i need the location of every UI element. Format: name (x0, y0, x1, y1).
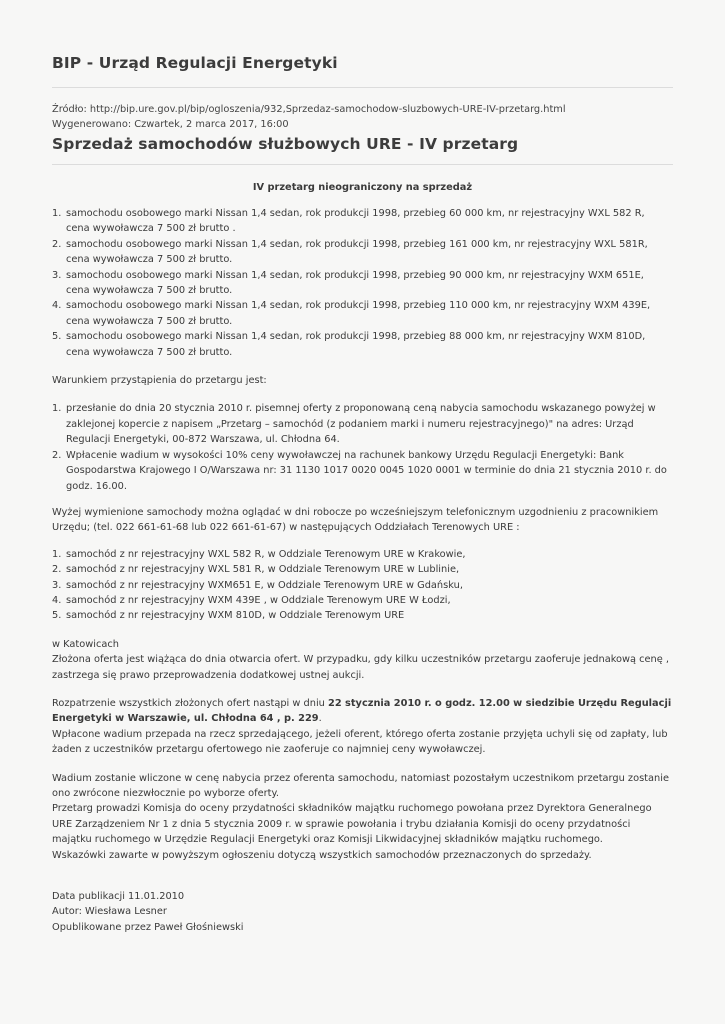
list-item: 3. samochód z nr rejestracyjny WXM651 E, w Oddziale Terenowym URE w Gdańsku, (52, 579, 463, 591)
locations-list (52, 547, 673, 624)
list-item: 5. samochód z nr rejestracyjny WXM 810D, w Oddziale Terenowym URE (52, 610, 405, 622)
conditions-list (52, 401, 673, 493)
publication-footer (52, 889, 673, 935)
guidance-text: Wskazówki zawarte w powyższym ogłoszeniu dotyczą wszystkich samochodów przeznaczonych do sprzedaży. (52, 849, 592, 861)
viewing-paragraph: Wyżej wymienione samochody można oglądać w dni robocze po wcześniejszym telefonicznym uzgodnieniu z pracownikiem Urzędu; (tel. 022 661-61-68 lub 022 661-61-67) w następujących Oddziałach Terenowych URE : (52, 506, 659, 534)
list-item: 2. samochodu osobowego marki Nissan 1,4 sedan, rok produkcji 1998, przebieg 161 000 km, nr rejestracyjny WXL 581R, cena wywoławcza 7 500 zł brutto. (52, 238, 648, 266)
list-item: 2. samochód z nr rejestracyjny WXL 581 R, w Oddziale Terenowym URE w Lublinie, (52, 564, 460, 576)
deposit-block (52, 771, 673, 863)
publication-date: Data publikacji 11.01.2010 (52, 891, 185, 903)
conditions-intro: Warunkiem przystąpienia do przetargu jest: (52, 375, 267, 387)
header-divider (52, 87, 673, 88)
review-block (52, 696, 673, 758)
list-item: 4. samochodu osobowego marki Nissan 1,4 sedan, rok produkcji 1998, przebieg 110 000 km, nr rejestracyjny WXM 439E, cena wywoławcza 7 500 zł brutto. (52, 300, 651, 327)
cars-list (52, 206, 673, 360)
list-item: 1. samochodu osobowego marki Nissan 1,4 sedan, rok produkcji 1998, przebieg 60 000 km, nr rejestracyjny WXL 582 R, cena wywoławcza 7 500 zł brutto . (52, 208, 645, 235)
title-divider (52, 164, 673, 165)
list-item: 1. przesłanie do dnia 20 stycznia 2010 r. pisemnej oferty z proponowaną ceną nabycia samochodu wskazanego powyżej w zaklejonej kopercie z napisem „Przetarg – samochód (z podaniem marki i numeru rejestracyjnego)" na adres: Urząd Regulacji Energetyki, 00-872 Warszawa, ul. Chłodna 64. (52, 403, 656, 446)
list-item: 4. samochód z nr rejestracyjny WXM 439E , w Oddziale Terenowym URE W Łodzi, (52, 594, 451, 606)
binding-offer-text: Złożona oferta jest wiążąca do dnia otwarcia ofert. W przypadku, gdy kilku uczestników przetargu zaoferuje jednakową cenę , zastrzega się prawo przeprowadzenia dodatkowej ustnej aukcji. (52, 654, 670, 681)
deposit-included-text: Wadium zostanie wliczone w cenę nabycia przez oferenta samochodu, natomiast pozostałym uczestnikom przetargu zostanie ono zwrócone niezwłocznie po wyborze oferty. (52, 772, 669, 799)
review-text: Rozpatrzenie wszystkich złożonych ofert nastąpi w dniu 22 stycznia 2010 r. o godz. 12.00 w siedzibie Urzędu Regulacji Energetyki w Warszawie, ul. Chłodna 64 , p. 229. (52, 697, 672, 725)
list-item: 3. samochodu osobowego marki Nissan 1,4 sedan, rok produkcji 1998, przebieg 90 000 km, nr rejestracyjny WXM 651E, cena wywoławcza 7 500 zł brutto. (52, 269, 644, 297)
katowice-line: w Katowicach (52, 638, 119, 650)
published-by: Opublikowane przez Paweł Głośniewski (52, 921, 244, 933)
author: Autor: Wiesława Lesner (52, 906, 167, 918)
review-date-location: 22 stycznia 2010 r. o godz. 12.00 w siedzibie Urzędu Regulacji Energetyki w Warszawie, ul. Chłodna 64 , p. 229 (52, 697, 672, 725)
generated-date: Wygenerowano: Czwartek, 2 marca 2017, 16:00 (52, 119, 289, 130)
page-title: Sprzedaż samochodów służbowych URE - IV przetarg (52, 135, 519, 153)
site-title: BIP - Urząd Regulacji Energetyki (52, 54, 338, 72)
source-url: Źródło: http://bip.ure.gov.pl/bip/ogloszenia/932,Sprzedaz-samochodow-sluzbowych-URE-IV-przetarg.html (52, 104, 566, 115)
list-item: 2. Wpłacenie wadium w wysokości 10% ceny wywoławczej na rachunek bankowy Urzędu Regulacji Energetyki: Bank Gospodarstwa Krajowego I O/Warszawa nr: 31 1130 1017 0020 0045 1020 0001 w terminie do dnia 21 stycznia 2010 r. do godz. 16.00. (52, 449, 667, 492)
list-item: 5. samochodu osobowego marki Nissan 1,4 sedan, rok produkcji 1998, przebieg 88 000 km, nr rejestracyjny WXM 810D, cena wywoławcza 7 500 zł brutto. (52, 331, 646, 358)
document-body (52, 52, 673, 935)
meta-block (52, 102, 673, 132)
binding-offer-block (52, 637, 673, 683)
tender-subtitle: IV przetarg nieograniczony na sprzedaż (252, 182, 473, 193)
deposit-forfeit-text: Wpłacone wadium przepada na rzecz sprzedającego, jeżeli oferent, którego oferta zostanie przyjęta uchyli się od zapłaty, lub żaden z uczestników przetargu ofertowego nie zaoferuje co najmniej ceny wywoławczej. (52, 728, 668, 756)
list-item: 1. samochód z nr rejestracyjny WXL 582 R, w Oddziale Terenowym URE w Krakowie, (52, 548, 466, 560)
commission-text: Przetarg prowadzi Komisja do oceny przydatności składników majątku ruchomego powołana przez Dyrektora Generalnego URE Zarządzeniem Nr 1 z dnia 5 stycznia 2009 r. w sprawie powołania i trybu działania Komisji do oceny przydatności majątku ruchomego w Urzędzie Regulacji Energetyki oraz Komisji Likwidacyjnej składników majątku ruchomego. (52, 803, 652, 846)
